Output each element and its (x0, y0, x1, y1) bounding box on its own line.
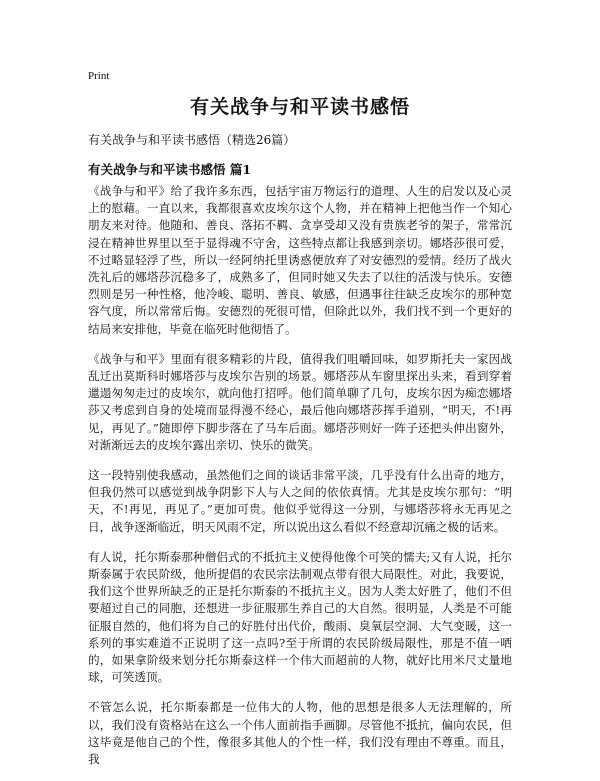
document-subtitle: 有关战争与和平读书感悟（精选26篇） (88, 133, 296, 147)
paragraph: 不管怎么说，托尔斯泰都是一位伟大的人物，他的思想是很多人无法理解的，所以，我们没有资格站在这么一个伟人面前指手画脚。尽管他不抵抗，偏向农民，但这毕竟是他自己的个性，像很多其他人的个性一样，我们没有理由不尊重。而且，我 (88, 700, 512, 767)
paragraph: 《战争与和平》给了我许多东西，包括宇宙万物运行的道理、人生的启发以及心灵上的慰藉。一直以来，我都很喜欢皮埃尔这个人物，并在精神上把他当作一个知心朋友来对待。他随和、善良、落拓不羁、贪享受却又没有贵族老爷的架子，常常沉浸在精神世界里以至于显得魂不守舍，这些特点都让我感到亲切。娜塔莎很可爱，不过略显轻浮了些，所以一经阿纳托里诱惑便放弃了对安德烈的爱情。经历了战火洗礼后的娜塔莎沉稳多了，成熟多了，但同时她又失去了以往的活泼与快乐。安德烈则是另一种性格，他冷峻、聪明、善良、敏感，但遇事往往缺乏皮埃尔的那种宽容气度，所以常常后悔。安德烈的死很可惜，但除此以外，我们找不到一个更好的结局来安排他，毕竟在临死时他彻悟了。 (88, 184, 512, 336)
article-body (88, 183, 512, 781)
document-title: 有关战争与和平读书感悟 (189, 96, 410, 118)
paragraph: 《战争与和平》里面有很多精彩的片段，值得我们咀嚼回味，如罗斯托夫一家因战乱迁出莫斯科时娜塔莎与皮埃尔告别的场景。娜塔莎从车窗里探出头来，看到穿着邋遢匆匆走过的皮埃尔，就向他打招呼。他们简单聊了几句，皮埃尔因为痴恋娜塔莎又考虑到自身的处境而显得漫不经心，最后他向娜塔莎挥手道别，“明天，不!再见，再见了。”随即停下脚步落在了马车后面。娜塔莎则好一阵子还把头伸出窗外，对渐渐远去的皮埃尔露出亲切、快乐的微笑。 (88, 351, 512, 452)
paragraph: 有人说，托尔斯泰那种僧侣式的不抵抗主义使得他像个可笑的懦夫;又有人说，托尔斯泰属于农民阶级，他所提倡的农民宗法制观点带有很大局限性。对此，我要说，我们这个世界所缺乏的正是托尔斯泰的不抵抗主义。因为人类太好胜了，他们不但要超过自己的同胞，还想进一步征服那生养自己的大自然。很明显，人类是不可能征服自然的，他们将为自己的好胜付出代价，酸雨、臭氧层空洞、大气变暖，这一系列的事实难道不正说明了这一点吗?至于所谓的农民阶级局限性，那是不值一哂的，如果拿阶级来划分托尔斯泰这样一个伟大而超前的人物，就好比用米尺丈量地球，可笑透顶。 (88, 549, 512, 685)
paragraph: 这一段特别使我感动，虽然他们之间的谈话非常平淡，几乎没有什么出奇的地方，但我仍然可以感觉到战争阴影下人与人之间的依依真情。尤其是皮埃尔那句：“明天，不!再见，再见了。”更加可贵。他似乎觉得这一分别，与娜塔莎将永无再见之日，战争逐渐临近，明天风雨不定，所以说出这么看似不经意却沉痛之极的话来。 (88, 468, 512, 534)
print-link[interactable]: Print (88, 70, 110, 82)
section-heading: 有关战争与和平读书感悟 篇1 (88, 162, 252, 177)
